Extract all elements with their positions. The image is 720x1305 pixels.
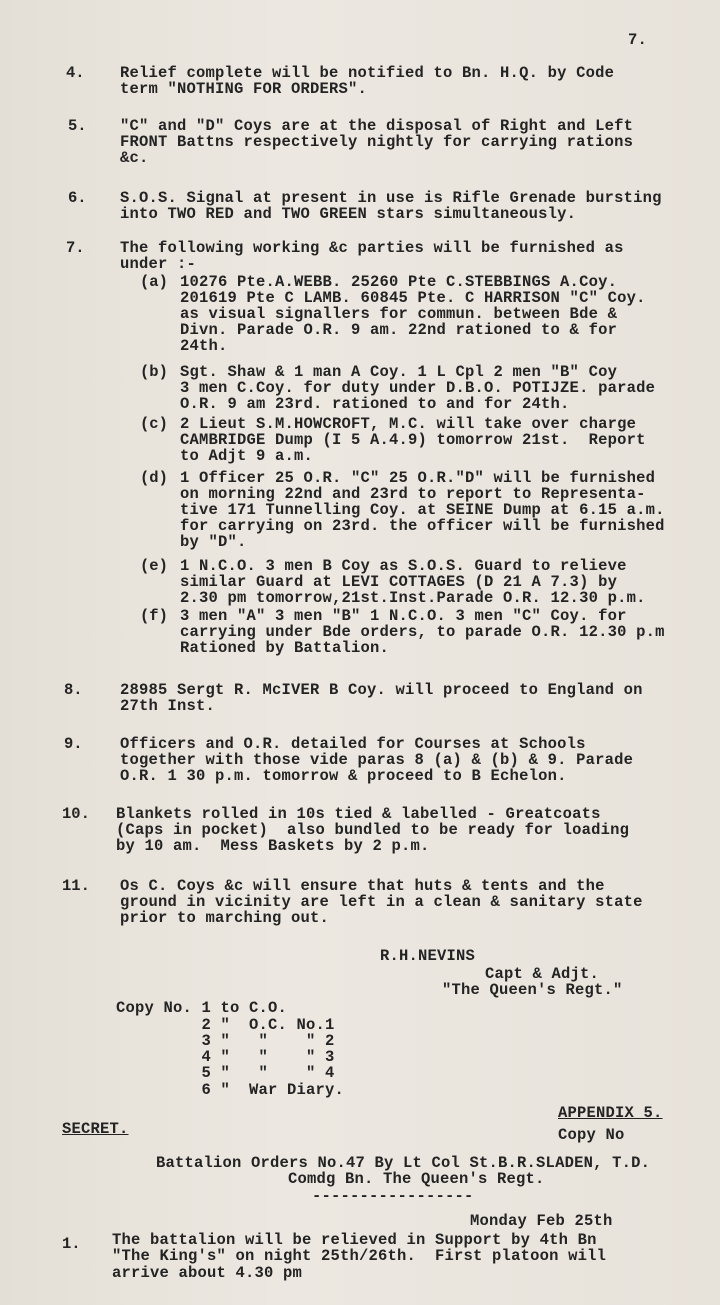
- para-line: Officers and O.R. detailed for Courses at Schools: [120, 735, 586, 753]
- subpara-label: (d): [140, 469, 168, 487]
- signature-name: R.H.NEVINS: [380, 947, 476, 965]
- para-line: The battalion will be relieved in Support by 4th Bn: [112, 1231, 597, 1249]
- para-line: under :-: [120, 255, 197, 273]
- subpara-line: as visual signallers for commun. between Bde &: [180, 305, 618, 323]
- signature-unit: "The Queen's Regt.": [442, 981, 623, 999]
- secret-label: SECRET.: [62, 1120, 129, 1138]
- orders-title: Battalion Orders No.47 By Lt Col St.B.R.SLADEN, T.D.: [156, 1154, 651, 1172]
- para-number: 10.: [62, 805, 90, 823]
- para-line: Blankets rolled in 10s tied & labelled - Greatcoats: [116, 805, 601, 823]
- para-number: 8.: [64, 681, 83, 699]
- subpara-line: 24th.: [180, 337, 228, 355]
- copy-line: 5 " " " 4: [116, 1064, 335, 1082]
- page-number: 7.: [628, 31, 648, 49]
- subpara-line: CAMBRIDGE Dump (I 5 A.4.9) tomorrow 21st. Report: [180, 431, 646, 449]
- para-line: 28985 Sergt R. McIVER B Coy. will proceed to England on: [120, 681, 643, 699]
- orders-subtitle: Comdg Bn. The Queen's Regt.: [288, 1170, 545, 1188]
- subpara-line: to Adjt 9 a.m.: [180, 447, 314, 465]
- para-line: into TWO RED and TWO GREEN stars simultaneously.: [120, 205, 577, 223]
- para-line: term "NOTHING FOR ORDERS".: [120, 80, 368, 98]
- copy-line: 6 " War Diary.: [116, 1081, 345, 1099]
- copy-line: 4 " " " 3: [116, 1048, 335, 1066]
- subpara-line: Sgt. Shaw & 1 man A Coy. 1 L Cpl 2 men "B" Coy: [180, 363, 618, 381]
- para-number: 4.: [66, 64, 85, 82]
- para-line: (Caps in pocket) also bundled to be ready for loading: [116, 821, 630, 839]
- subpara-label: (c): [140, 415, 168, 433]
- para-number: 1.: [62, 1235, 81, 1253]
- subpara-line: by "D".: [180, 533, 247, 551]
- para-line: arrive about 4.30 pm: [112, 1264, 303, 1282]
- para-number: 5.: [68, 117, 87, 135]
- subpara-line: tive 171 Tunnelling Coy. at SEINE Dump at 6.15 a.m.: [180, 501, 665, 519]
- para-line: FRONT Battns respectively nightly for carrying rations: [120, 133, 634, 151]
- subpara-line: 1 N.C.O. 3 men B Coy as S.O.S. Guard to relieve: [180, 557, 627, 575]
- para-line: 27th Inst.: [120, 697, 216, 715]
- subpara-line: O.R. 9 am 23rd. rationed to and for 24th.: [180, 395, 570, 413]
- subpara-line: on morning 22nd and 23rd to report to Representa-: [180, 485, 646, 503]
- para-line: "C" and "D" Coys are at the disposal of Right and Left: [120, 117, 634, 135]
- subpara-line: 3 men C.Coy. for duty under D.B.O. POTIJZE. parade: [180, 379, 656, 397]
- copy-line: 2 " O.C. No.1: [116, 1016, 335, 1034]
- subpara-label: (a): [140, 273, 168, 291]
- subpara-line: for carrying on 23rd. the officer will be furnished: [180, 517, 665, 535]
- para-line: "The King's" on night 25th/26th. First platoon will: [112, 1247, 607, 1265]
- subpara-line: carrying under Bde orders, to parade O.R. 12.30 p.m: [180, 623, 665, 641]
- subpara-line: 3 men "A" 3 men "B" 1 N.C.O. 3 men "C" Coy. for: [180, 607, 627, 625]
- subpara-line: 2 Lieut S.M.HOWCROFT, M.C. will take over charge: [180, 415, 637, 433]
- para-line: together with those vide paras 8 (a) & (b) & 9. Parade: [120, 751, 634, 769]
- appendix-label: APPENDIX 5.: [558, 1104, 663, 1122]
- para-line: by 10 am. Mess Baskets by 2 p.m.: [116, 837, 430, 855]
- subpara-line: similar Guard at LEVI COTTAGES (D 21 A 7.3) by: [180, 573, 618, 591]
- copy-no-label: Copy No: [558, 1126, 625, 1144]
- subpara-label: (b): [140, 363, 168, 381]
- para-line: prior to marching out.: [120, 909, 330, 927]
- subpara-line: Rationed by Battalion.: [180, 639, 390, 657]
- para-line: Relief complete will be notified to Bn. H.Q. by Code: [120, 64, 615, 82]
- subpara-line: 201619 Pte C LAMB. 60845 Pte. C HARRISON "C" Coy.: [180, 289, 646, 307]
- subpara-label: (f): [140, 607, 168, 625]
- para-line: Os C. Coys &c will ensure that huts & tents and the: [120, 877, 605, 895]
- divider: -----------------: [312, 1187, 474, 1205]
- subpara-line: 1 Officer 25 O.R. "C" 25 O.R."D" will be furnished: [180, 469, 656, 487]
- para-line: O.R. 1 30 p.m. tomorrow & proceed to B Echelon.: [120, 767, 567, 785]
- subpara-label: (e): [140, 557, 168, 575]
- para-number: 9.: [64, 735, 83, 753]
- para-number: 11.: [62, 877, 90, 895]
- para-line: The following working &c parties will be furnished as: [120, 239, 624, 257]
- copy-line: 3 " " " 2: [116, 1032, 335, 1050]
- para-line: S.O.S. Signal at present in use is Rifle Grenade bursting: [120, 189, 662, 207]
- subpara-line: 10276 Pte.A.WEBB. 25260 Pte C.STEBBINGS A.Coy.: [180, 273, 618, 291]
- subpara-line: Divn. Parade O.R. 9 am. 22nd rationed to & for: [180, 321, 618, 339]
- para-line: &c.: [120, 149, 149, 167]
- signature-rank: Capt & Adjt.: [485, 965, 600, 983]
- subpara-line: 2.30 pm tomorrow,21st.Inst.Parade O.R. 12.30 p.m.: [180, 589, 646, 607]
- para-line: ground in vicinity are left in a clean & sanitary state: [120, 893, 643, 911]
- para-number: 6.: [68, 189, 87, 207]
- copy-line: Copy No. 1 to C.O.: [116, 999, 288, 1017]
- para-number: 7.: [66, 239, 85, 257]
- order-date: Monday Feb 25th: [470, 1212, 613, 1230]
